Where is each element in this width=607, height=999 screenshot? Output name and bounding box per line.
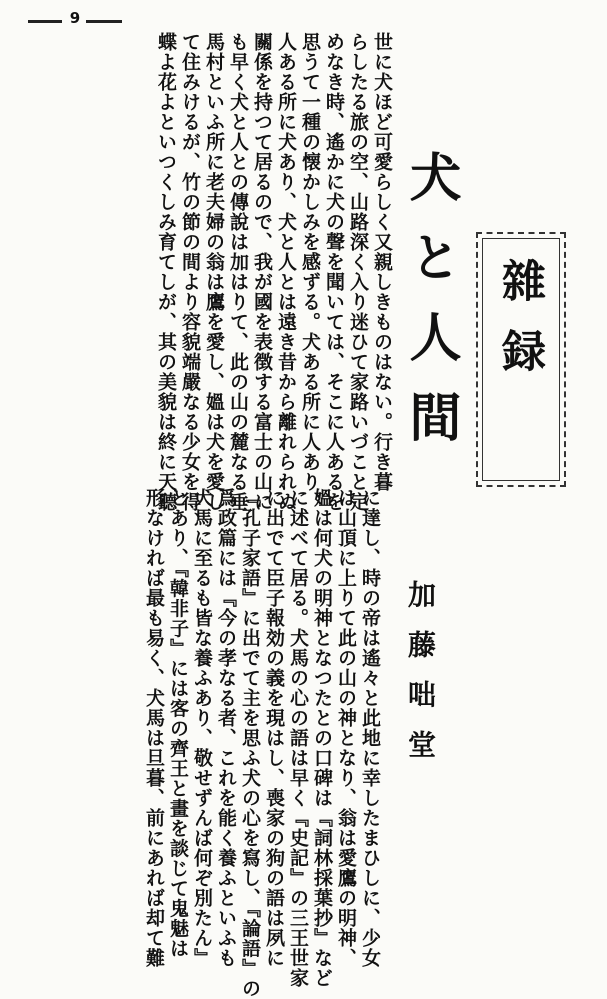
page-header [14, 9, 134, 33]
body-line: 形なければ最も易く、犬馬は旦暮、前にあれば却て難 [143, 488, 165, 968]
body-line: とあり、『韓非子』には客の齊王と畫を談じて鬼魅は [167, 488, 189, 959]
body-line: 犬馬に至るも皆な養ふあり、敬せずんば何ぞ別たん』 [191, 488, 213, 968]
page-number: 9 [69, 9, 81, 27]
header-rule-right [86, 20, 122, 23]
body-line: も早く犬と人との傳說は加はりて、此の山の麓なる垂 [227, 32, 249, 512]
article-author: 加藤咄堂 [404, 580, 437, 780]
body-line: に出でて臣子報効の義を現はし、喪家の狗の語は夙に [263, 488, 285, 968]
body-line: らしたる旅の空、山路深く入り迷ひて家路いづこと定 [347, 32, 369, 512]
body-line: 蝶よ花よといつくしみ育てしが、其の美貌は終に天聽 [155, 32, 177, 512]
article-title: 犬と人間 [400, 150, 461, 470]
body-line: て住みけるが、竹の節の間より容貌端嚴なる少女を得、 [179, 32, 201, 532]
body-line: 人ある所に犬あり、犬と人とは遠き昔から離れられぬ [275, 32, 297, 512]
body-line: 世に犬ほど可愛らしく又親しきものはない。行き暮 [371, 32, 393, 492]
header-rule-left [28, 20, 62, 23]
body-line: めなき時、遙かに犬の聲を聞いては、そこに人あるを [323, 32, 345, 512]
body-line: に達し、時の帝は遙々と此地に幸したまひしに、少女 [359, 488, 381, 968]
body-line: に述べて居る。犬馬の心の語は早く『史記』の三王世家 [287, 488, 309, 988]
body-line: 思うて一種の懐かしみを感ずる。犬ある所に人あり、 [299, 32, 321, 512]
section-label: 雜録 [494, 258, 545, 398]
article-body-upper [64, 32, 394, 532]
body-line: 關係を持つて居るので、我が國を表徴する富士の山に [251, 32, 273, 512]
body-line: 爲政篇には『今の孝なる者、これを能く養ふといふも [215, 488, 237, 968]
body-line: は山頂に上りて此の山の神となり、翁は愛鷹の明神、 [335, 488, 357, 968]
body-line: 馬村といふ所に老夫婦の翁は鷹を愛し、媼は犬を愛し [203, 32, 225, 512]
article-body-lower [60, 488, 382, 999]
section-box [476, 232, 566, 487]
body-line: 『孔子家語』に出でて主を思ふ犬の心を寫し、『論語』の [239, 488, 261, 999]
body-line: 媼は何犬の明神となつたとの口碑は『詞林採葉抄』など [311, 488, 333, 988]
